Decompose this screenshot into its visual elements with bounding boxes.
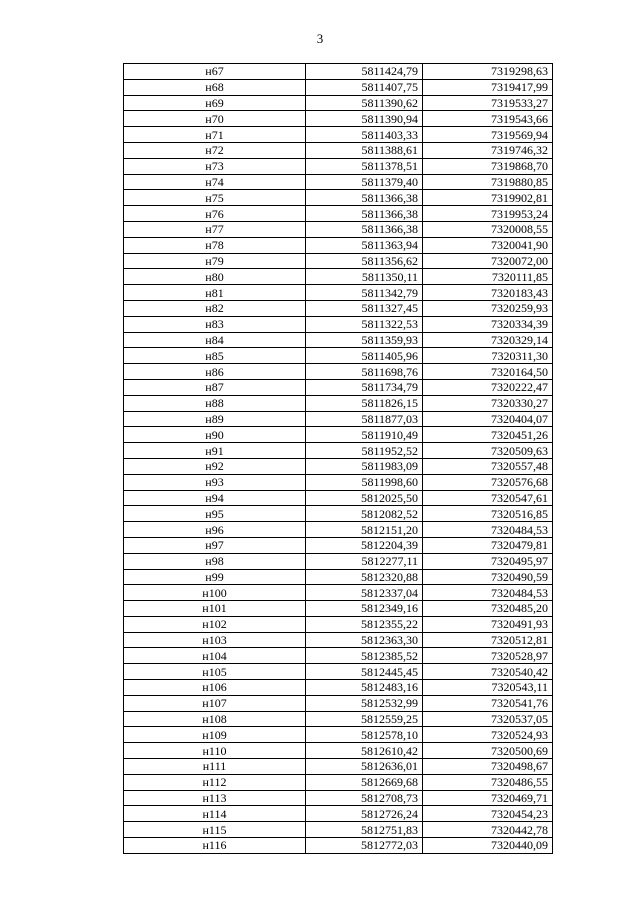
x-coordinate-cell: 5811363,94 bbox=[306, 237, 423, 253]
y-coordinate-cell: 7319543,66 bbox=[423, 111, 553, 127]
y-coordinate-cell: 7320540,42 bbox=[423, 664, 553, 680]
x-coordinate-cell: 5811327,45 bbox=[306, 300, 423, 316]
y-coordinate-cell: 7320330,27 bbox=[423, 395, 553, 411]
point-id-cell: н71 bbox=[124, 127, 306, 143]
x-coordinate-cell: 5812277,11 bbox=[306, 553, 423, 569]
y-coordinate-cell: 7320442,78 bbox=[423, 822, 553, 838]
point-id-cell: н101 bbox=[124, 601, 306, 617]
x-coordinate-cell: 5812355,22 bbox=[306, 616, 423, 632]
table-row bbox=[124, 158, 553, 174]
y-coordinate-cell: 7319569,94 bbox=[423, 127, 553, 143]
y-coordinate-cell: 7319868,70 bbox=[423, 158, 553, 174]
y-coordinate-cell: 7320485,20 bbox=[423, 601, 553, 617]
point-id-cell: н104 bbox=[124, 648, 306, 664]
y-coordinate-cell: 7320404,07 bbox=[423, 411, 553, 427]
y-coordinate-cell: 7320495,97 bbox=[423, 553, 553, 569]
y-coordinate-cell: 7320259,93 bbox=[423, 300, 553, 316]
table-row bbox=[124, 458, 553, 474]
table-row bbox=[124, 632, 553, 648]
y-coordinate-cell: 7320486,55 bbox=[423, 774, 553, 790]
x-coordinate-cell: 5811379,40 bbox=[306, 174, 423, 190]
point-id-cell: н69 bbox=[124, 95, 306, 111]
y-coordinate-cell: 7320490,59 bbox=[423, 569, 553, 585]
x-coordinate-cell: 5812772,03 bbox=[306, 838, 423, 854]
y-coordinate-cell: 7320479,81 bbox=[423, 537, 553, 553]
table-row bbox=[124, 585, 553, 601]
coordinates-table-body bbox=[124, 64, 553, 854]
y-coordinate-cell: 7320111,85 bbox=[423, 269, 553, 285]
x-coordinate-cell: 5812082,52 bbox=[306, 506, 423, 522]
point-id-cell: н105 bbox=[124, 664, 306, 680]
table-row bbox=[124, 616, 553, 632]
point-id-cell: н113 bbox=[124, 790, 306, 806]
y-coordinate-cell: 7320454,23 bbox=[423, 806, 553, 822]
table-row bbox=[124, 553, 553, 569]
table-row bbox=[124, 427, 553, 443]
table-row bbox=[124, 695, 553, 711]
point-id-cell: н114 bbox=[124, 806, 306, 822]
y-coordinate-cell: 7320557,48 bbox=[423, 458, 553, 474]
y-coordinate-cell: 7320072,00 bbox=[423, 253, 553, 269]
table-row bbox=[124, 506, 553, 522]
point-id-cell: н88 bbox=[124, 395, 306, 411]
y-coordinate-cell: 7319880,85 bbox=[423, 174, 553, 190]
point-id-cell: н91 bbox=[124, 443, 306, 459]
table-row bbox=[124, 127, 553, 143]
x-coordinate-cell: 5811342,79 bbox=[306, 285, 423, 301]
table-row bbox=[124, 648, 553, 664]
x-coordinate-cell: 5811407,75 bbox=[306, 79, 423, 95]
y-coordinate-cell: 7320484,53 bbox=[423, 522, 553, 538]
x-coordinate-cell: 5812483,16 bbox=[306, 680, 423, 696]
x-coordinate-cell: 5811952,52 bbox=[306, 443, 423, 459]
y-coordinate-cell: 7320512,81 bbox=[423, 632, 553, 648]
point-id-cell: н75 bbox=[124, 190, 306, 206]
table-row bbox=[124, 79, 553, 95]
y-coordinate-cell: 7320537,05 bbox=[423, 711, 553, 727]
x-coordinate-cell: 5811910,49 bbox=[306, 427, 423, 443]
table-row bbox=[124, 174, 553, 190]
point-id-cell: н95 bbox=[124, 506, 306, 522]
x-coordinate-cell: 5812204,39 bbox=[306, 537, 423, 553]
table-row bbox=[124, 332, 553, 348]
x-coordinate-cell: 5812559,25 bbox=[306, 711, 423, 727]
table-row bbox=[124, 190, 553, 206]
y-coordinate-cell: 7320440,09 bbox=[423, 838, 553, 854]
point-id-cell: н68 bbox=[124, 79, 306, 95]
point-id-cell: н111 bbox=[124, 759, 306, 775]
point-id-cell: н116 bbox=[124, 838, 306, 854]
point-id-cell: н87 bbox=[124, 379, 306, 395]
point-id-cell: н80 bbox=[124, 269, 306, 285]
x-coordinate-cell: 5811390,62 bbox=[306, 95, 423, 111]
point-id-cell: н74 bbox=[124, 174, 306, 190]
point-id-cell: н82 bbox=[124, 300, 306, 316]
y-coordinate-cell: 7320484,53 bbox=[423, 585, 553, 601]
x-coordinate-cell: 5811998,60 bbox=[306, 474, 423, 490]
page-number: 3 bbox=[316, 31, 324, 46]
x-coordinate-cell: 5811698,76 bbox=[306, 364, 423, 380]
x-coordinate-cell: 5811366,38 bbox=[306, 221, 423, 237]
table-row bbox=[124, 711, 553, 727]
x-coordinate-cell: 5812337,04 bbox=[306, 585, 423, 601]
x-coordinate-cell: 5811424,79 bbox=[306, 64, 423, 80]
point-id-cell: н81 bbox=[124, 285, 306, 301]
y-coordinate-cell: 7320008,55 bbox=[423, 221, 553, 237]
y-coordinate-cell: 7320491,93 bbox=[423, 616, 553, 632]
point-id-cell: н90 bbox=[124, 427, 306, 443]
x-coordinate-cell: 5812445,45 bbox=[306, 664, 423, 680]
table-row bbox=[124, 806, 553, 822]
table-row bbox=[124, 221, 553, 237]
table-row bbox=[124, 680, 553, 696]
table-row bbox=[124, 601, 553, 617]
y-coordinate-cell: 7320311,30 bbox=[423, 348, 553, 364]
table-row bbox=[124, 759, 553, 775]
point-id-cell: н92 bbox=[124, 458, 306, 474]
y-coordinate-cell: 7320498,67 bbox=[423, 759, 553, 775]
y-coordinate-cell: 7320543,11 bbox=[423, 680, 553, 696]
x-coordinate-cell: 5812669,68 bbox=[306, 774, 423, 790]
x-coordinate-cell: 5812708,73 bbox=[306, 790, 423, 806]
point-id-cell: н86 bbox=[124, 364, 306, 380]
x-coordinate-cell: 5811403,33 bbox=[306, 127, 423, 143]
x-coordinate-cell: 5812363,30 bbox=[306, 632, 423, 648]
table-row bbox=[124, 490, 553, 506]
point-id-cell: н102 bbox=[124, 616, 306, 632]
y-coordinate-cell: 7320222,47 bbox=[423, 379, 553, 395]
table-row bbox=[124, 569, 553, 585]
y-coordinate-cell: 7320329,14 bbox=[423, 332, 553, 348]
point-id-cell: н83 bbox=[124, 316, 306, 332]
table-row bbox=[124, 142, 553, 158]
y-coordinate-cell: 7320576,68 bbox=[423, 474, 553, 490]
point-id-cell: н107 bbox=[124, 695, 306, 711]
y-coordinate-cell: 7320547,61 bbox=[423, 490, 553, 506]
x-coordinate-cell: 5812385,52 bbox=[306, 648, 423, 664]
x-coordinate-cell: 5812349,16 bbox=[306, 601, 423, 617]
point-id-cell: н72 bbox=[124, 142, 306, 158]
point-id-cell: н110 bbox=[124, 743, 306, 759]
point-id-cell: н96 bbox=[124, 522, 306, 538]
table-row bbox=[124, 269, 553, 285]
table-row bbox=[124, 111, 553, 127]
table-row bbox=[124, 253, 553, 269]
table-row bbox=[124, 237, 553, 253]
y-coordinate-cell: 7319533,27 bbox=[423, 95, 553, 111]
table-row bbox=[124, 822, 553, 838]
y-coordinate-cell: 7320164,50 bbox=[423, 364, 553, 380]
point-id-cell: н70 bbox=[124, 111, 306, 127]
y-coordinate-cell: 7319417,99 bbox=[423, 79, 553, 95]
x-coordinate-cell: 5811366,38 bbox=[306, 206, 423, 222]
point-id-cell: н78 bbox=[124, 237, 306, 253]
table-row bbox=[124, 300, 553, 316]
table-row bbox=[124, 790, 553, 806]
point-id-cell: н112 bbox=[124, 774, 306, 790]
y-coordinate-cell: 7320500,69 bbox=[423, 743, 553, 759]
x-coordinate-cell: 5812151,20 bbox=[306, 522, 423, 538]
table-row bbox=[124, 727, 553, 743]
table-row bbox=[124, 443, 553, 459]
x-coordinate-cell: 5811405,96 bbox=[306, 348, 423, 364]
table-row bbox=[124, 522, 553, 538]
table-row bbox=[124, 95, 553, 111]
x-coordinate-cell: 5812751,83 bbox=[306, 822, 423, 838]
y-coordinate-cell: 7320528,97 bbox=[423, 648, 553, 664]
x-coordinate-cell: 5812025,50 bbox=[306, 490, 423, 506]
table-row bbox=[124, 664, 553, 680]
y-coordinate-cell: 7320041,90 bbox=[423, 237, 553, 253]
y-coordinate-cell: 7320183,43 bbox=[423, 285, 553, 301]
coordinates-table bbox=[123, 63, 553, 854]
table-row bbox=[124, 379, 553, 395]
x-coordinate-cell: 5812610,42 bbox=[306, 743, 423, 759]
table-row bbox=[124, 743, 553, 759]
table-row bbox=[124, 206, 553, 222]
table-row bbox=[124, 411, 553, 427]
x-coordinate-cell: 5812636,01 bbox=[306, 759, 423, 775]
point-id-cell: н85 bbox=[124, 348, 306, 364]
x-coordinate-cell: 5812532,99 bbox=[306, 695, 423, 711]
x-coordinate-cell: 5811322,53 bbox=[306, 316, 423, 332]
point-id-cell: н98 bbox=[124, 553, 306, 569]
point-id-cell: н100 bbox=[124, 585, 306, 601]
y-coordinate-cell: 7319953,24 bbox=[423, 206, 553, 222]
table-row bbox=[124, 395, 553, 411]
x-coordinate-cell: 5811983,09 bbox=[306, 458, 423, 474]
x-coordinate-cell: 5812320,88 bbox=[306, 569, 423, 585]
y-coordinate-cell: 7319746,32 bbox=[423, 142, 553, 158]
table-row bbox=[124, 316, 553, 332]
y-coordinate-cell: 7319298,63 bbox=[423, 64, 553, 80]
y-coordinate-cell: 7320516,85 bbox=[423, 506, 553, 522]
table-row bbox=[124, 774, 553, 790]
y-coordinate-cell: 7320451,26 bbox=[423, 427, 553, 443]
point-id-cell: н115 bbox=[124, 822, 306, 838]
point-id-cell: н108 bbox=[124, 711, 306, 727]
point-id-cell: н94 bbox=[124, 490, 306, 506]
x-coordinate-cell: 5811356,62 bbox=[306, 253, 423, 269]
x-coordinate-cell: 5811826,15 bbox=[306, 395, 423, 411]
table-row bbox=[124, 348, 553, 364]
table-row bbox=[124, 537, 553, 553]
x-coordinate-cell: 5811359,93 bbox=[306, 332, 423, 348]
y-coordinate-cell: 7320541,76 bbox=[423, 695, 553, 711]
table-row bbox=[124, 64, 553, 80]
table-row bbox=[124, 838, 553, 854]
point-id-cell: н77 bbox=[124, 221, 306, 237]
point-id-cell: н109 bbox=[124, 727, 306, 743]
point-id-cell: н89 bbox=[124, 411, 306, 427]
point-id-cell: н97 bbox=[124, 537, 306, 553]
table-row bbox=[124, 285, 553, 301]
x-coordinate-cell: 5811350,11 bbox=[306, 269, 423, 285]
x-coordinate-cell: 5812726,24 bbox=[306, 806, 423, 822]
x-coordinate-cell: 5811390,94 bbox=[306, 111, 423, 127]
y-coordinate-cell: 7320524,93 bbox=[423, 727, 553, 743]
y-coordinate-cell: 7320334,39 bbox=[423, 316, 553, 332]
point-id-cell: н67 bbox=[124, 64, 306, 80]
x-coordinate-cell: 5812578,10 bbox=[306, 727, 423, 743]
point-id-cell: н73 bbox=[124, 158, 306, 174]
point-id-cell: н103 bbox=[124, 632, 306, 648]
y-coordinate-cell: 7320509,63 bbox=[423, 443, 553, 459]
table-row bbox=[124, 364, 553, 380]
point-id-cell: н99 bbox=[124, 569, 306, 585]
x-coordinate-cell: 5811877,03 bbox=[306, 411, 423, 427]
point-id-cell: н76 bbox=[124, 206, 306, 222]
point-id-cell: н106 bbox=[124, 680, 306, 696]
x-coordinate-cell: 5811734,79 bbox=[306, 379, 423, 395]
point-id-cell: н79 bbox=[124, 253, 306, 269]
x-coordinate-cell: 5811388,61 bbox=[306, 142, 423, 158]
point-id-cell: н84 bbox=[124, 332, 306, 348]
point-id-cell: н93 bbox=[124, 474, 306, 490]
x-coordinate-cell: 5811366,38 bbox=[306, 190, 423, 206]
y-coordinate-cell: 7320469,71 bbox=[423, 790, 553, 806]
x-coordinate-cell: 5811378,51 bbox=[306, 158, 423, 174]
table-row bbox=[124, 474, 553, 490]
y-coordinate-cell: 7319902,81 bbox=[423, 190, 553, 206]
